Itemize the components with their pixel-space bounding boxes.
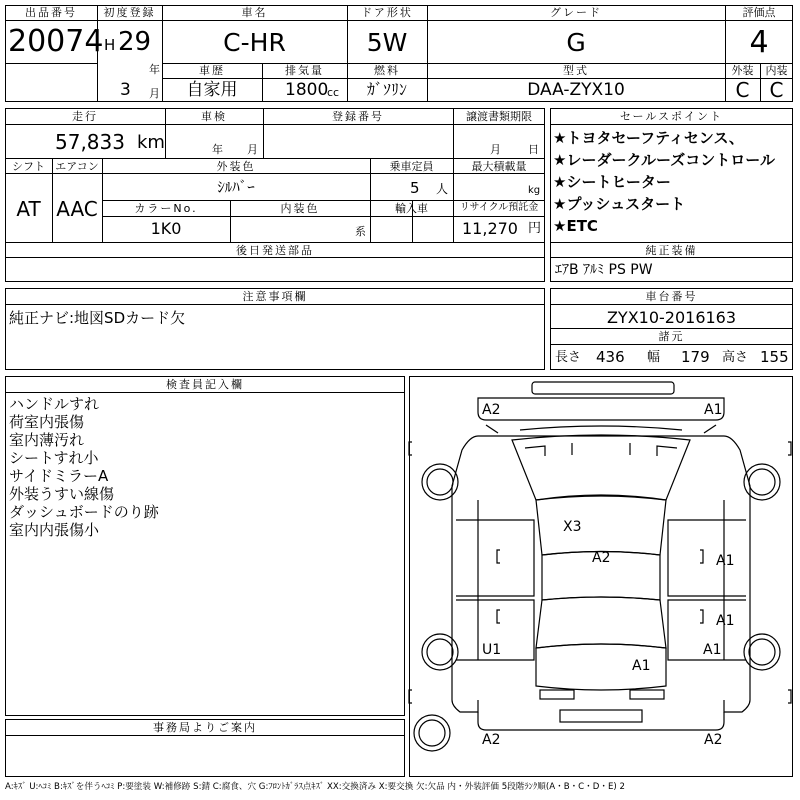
color-number-value: 1K0 — [150, 219, 182, 238]
displacement-value: 1800 — [285, 80, 329, 100]
max-load-unit: kg — [528, 185, 541, 196]
capacity-value: 5 — [410, 179, 420, 197]
sales-point-item: ★トヨタセーフティセンス、 — [553, 129, 744, 147]
inspector-item: 荷室内張傷 — [9, 413, 85, 431]
inspector-item: ハンドルすれ — [9, 395, 100, 413]
mark-a2-rear-left: A2 — [482, 732, 501, 748]
interior-color-label: 内装色 — [280, 202, 320, 215]
office-label: 事務局よりご案内 — [153, 721, 257, 734]
door-type: 5W — [366, 28, 408, 57]
inspector-label: 検査員記入欄 — [166, 378, 244, 391]
grade-label: グレード — [550, 6, 602, 19]
displacement-label: 排気量 — [285, 64, 324, 77]
score-label: 評価点 — [742, 6, 776, 19]
history-label: 車歴 — [199, 64, 225, 77]
genuine-equipment-label: 純正装備 — [645, 244, 698, 257]
mileage-value: 57,833 — [55, 130, 125, 154]
chassis-label: 車台番号 — [645, 290, 698, 303]
sales-points-label: セールスポイント — [619, 110, 723, 123]
transfer-month-unit: 月 — [490, 143, 501, 156]
inspection-month-unit: 月 — [247, 143, 258, 156]
height-label: 高さ — [722, 350, 749, 365]
mileage-label: 走行 — [72, 110, 98, 123]
inspection-year-unit: 年 — [212, 143, 223, 156]
grade-value: G — [566, 28, 586, 57]
reg-month: 3 — [120, 80, 131, 100]
notes-label: 注意事項欄 — [242, 290, 308, 303]
model-label: 型式 — [563, 64, 589, 77]
exterior-color-label: 外装色 — [216, 160, 256, 173]
recycle-value: 11,270 — [462, 219, 518, 238]
door-label: ドア形状 — [361, 6, 413, 19]
fuel-label: 燃料 — [374, 64, 400, 77]
fuel-value: ｶﾞｿﾘﾝ — [366, 80, 407, 99]
notes-value: 純正ナビ:地図SDカード欠 — [9, 309, 186, 327]
max-load-label: 最大積載量 — [471, 160, 527, 173]
lot-number: 20074 — [8, 24, 104, 59]
width-value: 179 — [681, 348, 710, 366]
mark-a1-trunk: A1 — [632, 658, 651, 674]
exterior-grade: C — [735, 78, 750, 102]
mark-a2-roof: A2 — [592, 550, 611, 566]
sales-point-item: ★シートヒーター — [553, 173, 671, 191]
ac-label: エアコン — [55, 160, 99, 173]
history-value: 自家用 — [186, 80, 238, 100]
name-label: 車名 — [241, 6, 268, 19]
transfer-day-unit: 日 — [528, 143, 539, 156]
interior-grade: C — [769, 78, 784, 102]
recycle-label: リサイクル預託金 — [459, 202, 539, 213]
inspection-label: 車検 — [201, 110, 227, 123]
length-value: 436 — [596, 348, 625, 366]
exterior-label: 外装 — [731, 64, 754, 77]
inspector-item: ダッシュボードのり跡 — [9, 503, 159, 521]
mileage-unit: km — [137, 132, 165, 153]
displacement-unit: cc — [327, 86, 340, 99]
mark-a2-rear-right: A2 — [704, 732, 723, 748]
mark-a2-front-left: A2 — [482, 402, 501, 418]
inspector-item: 室内内張傷小 — [9, 521, 100, 539]
height-value: 155 — [760, 348, 789, 366]
later-parts-label: 後日発送部品 — [236, 244, 314, 257]
interior-color-unit: 系 — [355, 225, 366, 238]
color-number-label: カラーNo. — [134, 202, 198, 215]
car-name: C-HR — [223, 28, 286, 57]
legend-text: A:ｷｽﾞ U:ﾍｺﾐ B:ｷｽﾞを伴うﾍｺﾐ P:要塗装 W:補修跡 S:錆 C:腐食、穴 G:ﾌﾛﾝﾄｶﾞﾗｽ点ｷｽﾞ XX:交換済み X:要交換 欠:欠品 内・外装評価 5段階ﾗﾝｸ順(A・B・C・D・E) 2 — [5, 782, 625, 792]
chassis-number: ZYX10-2016163 — [606, 308, 737, 327]
import-label: 輸入車 — [395, 202, 428, 215]
interior-label: 内装 — [765, 64, 788, 77]
sales-point-item: ★レーダークルーズコントロール — [553, 151, 775, 169]
ac-value: AAC — [56, 197, 98, 221]
inspector-item: サイドミラーA — [9, 467, 109, 485]
inspector-item: シートすれ小 — [9, 449, 99, 467]
shift-value: AT — [16, 197, 41, 221]
shift-label: シフト — [12, 160, 45, 173]
transfer-deadline-label: 譲渡書類期限 — [466, 110, 532, 123]
month-unit: 月 — [149, 87, 160, 100]
mark-a1-right-rear: A1 — [703, 642, 722, 658]
length-label: 長さ — [555, 350, 582, 365]
sales-point-item: ★ETC — [553, 217, 598, 235]
mark-a1-right-front-door: A1 — [716, 553, 735, 569]
mark-x3-windshield: X3 — [563, 519, 582, 535]
dims-label: 諸元 — [658, 330, 685, 343]
lot-label: 出品番号 — [25, 6, 77, 19]
width-label: 幅 — [647, 350, 661, 365]
exterior-color-value: ｼﾙﾊﾞｰ — [217, 178, 255, 196]
year-unit: 年 — [149, 63, 160, 76]
registration-label: 登録番号 — [332, 110, 384, 123]
inspector-item: 外装うすい線傷 — [9, 485, 115, 503]
mark-u1-left-rear: U1 — [482, 642, 502, 658]
mark-a1-front-right: A1 — [704, 402, 723, 418]
era: H — [104, 36, 116, 54]
model-value: DAA-ZYX10 — [527, 80, 625, 100]
recycle-unit: 円 — [528, 221, 542, 236]
inspector-item: 室内薄汚れ — [9, 431, 85, 449]
reg-year: 29 — [118, 27, 152, 57]
capacity-label: 乗車定員 — [389, 160, 434, 173]
score-value: 4 — [749, 25, 769, 60]
capacity-unit: 人 — [436, 182, 449, 196]
mark-a1-right-rear-door: A1 — [716, 613, 735, 629]
first-reg-label: 初度登録 — [103, 6, 156, 19]
genuine-equipment-value: ｴｱB ｱﾙﾐ PS PW — [555, 262, 653, 278]
sales-point-item: ★プッシュスタート — [553, 195, 686, 213]
